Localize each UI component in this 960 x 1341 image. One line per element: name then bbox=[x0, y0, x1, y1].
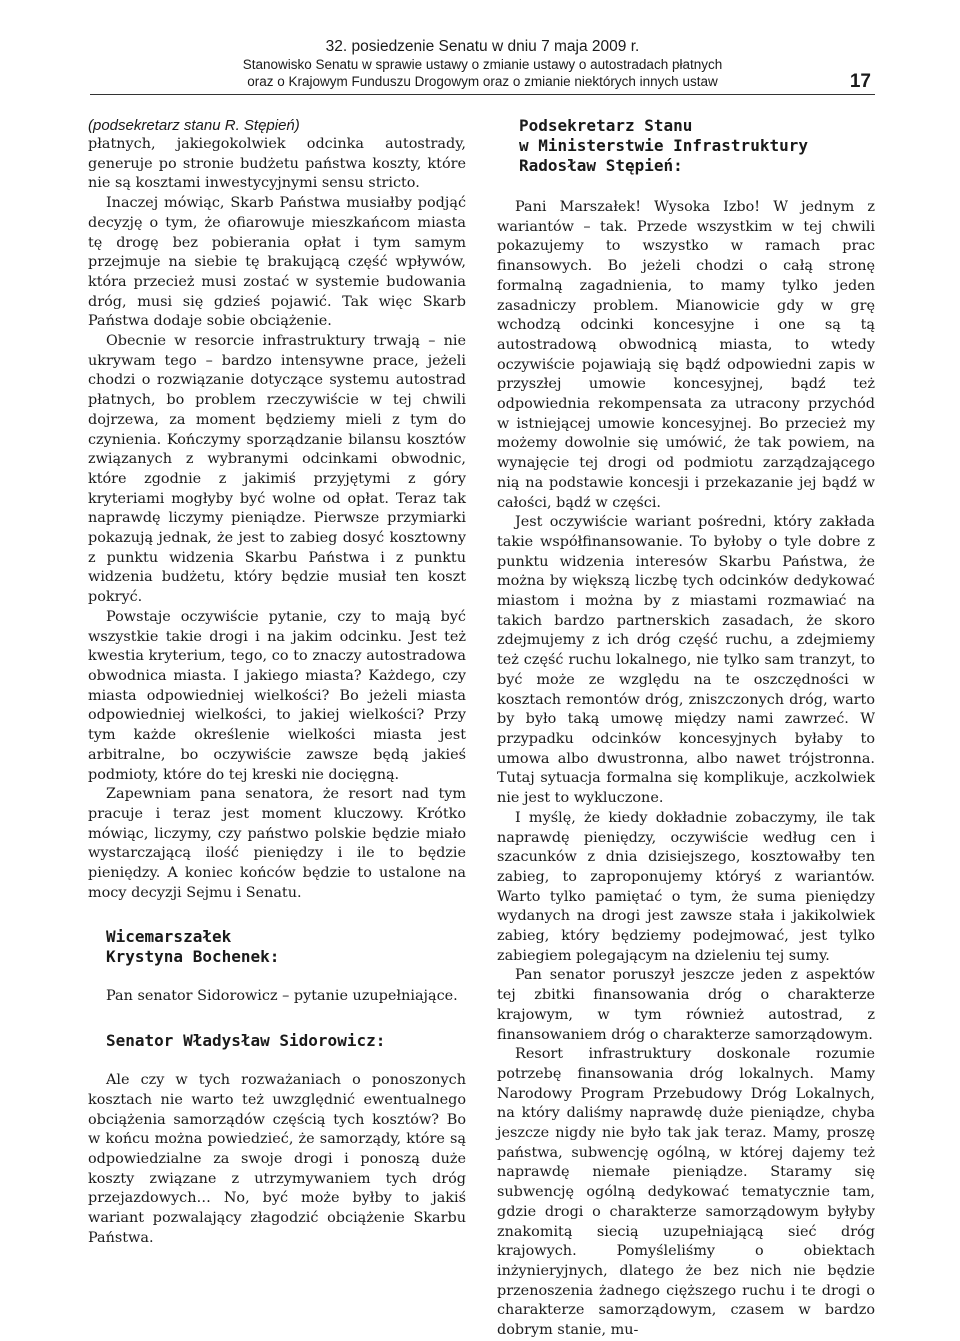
page-number: 17 bbox=[849, 71, 871, 92]
header-subtitle-line-1: Stanowisko Senatu w sprawie ustawy o zmianie ustawy o autostradach płatnych bbox=[242, 57, 723, 72]
speaker-name: Krystyna Bochenek: bbox=[106, 947, 280, 967]
speaker-name: Radosław Stępień: bbox=[519, 156, 683, 175]
left-column bbox=[88, 116, 466, 1248]
right-column bbox=[497, 116, 875, 1341]
speaker-name: Senator Władysław Sidorowicz: bbox=[106, 1031, 386, 1051]
speaker-role: Wicemarszałek bbox=[106, 927, 232, 947]
speaker-heading bbox=[106, 1031, 466, 1051]
speaker-ministry: w Ministerstwie Infrastruktury bbox=[519, 136, 808, 155]
session-title: 32. posiedzenie Senatu w dniu 7 maja 2009 r. bbox=[325, 38, 640, 55]
paragraph: I myślę, że kiedy dokładnie zobaczymy, ile tak naprawdę pieniędzy, oczywiście według cen i szacunków z dnia dzisiejszego, kosztowałby ten zabieg, to zaproponujemy któryś z wariantów. Warto tylko pamiętać o tym, że suma pieniędzy wydanych na drogi jest zawsze stała i jakikolwiek zabieg, który będziemy podejmować, jest tylko zabiegiem polegającym na dzieleniu tej sumy. bbox=[497, 809, 875, 964]
speaker-continuation-note: (podsekretarz stanu R. Stępień) bbox=[88, 117, 300, 134]
paragraph: Powstaje oczywiście pytanie, czy to mają być wszystkie takie drogi i na jakim odcinku. Jest też kwestia kryterium, tego, co to znaczy autostradowa obwodnica miasta. I jakiego miasta? Każdego, czy miasta odpowiedniej wielkości? Bo jeżeli miasta odpowiedniej wielkości, to jakiej wielkości? Przy tym każde określenie wielkości miasta jest arbitralne, bo oczywiście zawsze będą jakieś podmioty, które do tej kreski nie docięgną. bbox=[88, 608, 466, 783]
speaker-heading bbox=[519, 116, 875, 176]
paragraph: Pani Marszałek! Wysoka Izbo! W jednym z wariantów – tak. Przede wszystkim w tej chwili pokazujemy to wszystko w ramach prac finansowych. Bo jeżeli chodzi o całą stronę formalną zagadnienia, to mamy tylko jeden zasadniczy problem. Mianowicie gdy w grę wchodzą odcinki koncesyjne i one są tą autostradową obwodnicą miasta, to wtedy oczywiście pojawiają się bądź odpowiedni zapis w przyszłej umowie koncesyjnej, bądź też odpowiednia rekompensata za utracony przychód w istniejącej umowie koncesyjnej. Bo przecież my możemy dowolnie się umówić, że tak powiem, na wynajęcie tej drogi od podmiotu zarządzającego nią na podstawie koncesji i przekazanie jej bądź w całości, bądź w części. bbox=[497, 199, 875, 511]
page-header bbox=[90, 38, 875, 95]
paragraph: Jest oczywiście wariant pośredni, który zakłada takie współfinansowanie. To byłoby o tyle dobre z punktu widzenia interesów Skarbu Państwa, że można by większą liczbę tych odcinków dedykować miastom i można by z miastami rozmawiać na takich bardzo partnerskich zasadach, że skoro zdejmujemy z ich dróg część ruchu, a zdejmiemy też część ruchu lokalnego, nie tylko sam tranzyt, to być może ze względu na te oszczędności w kosztach remontów dróg, zniszczonych dróg, warto by było taką umowę między nami zawrzeć. W przypadku odcinków koncesyjnych byłaby to umowa albo dwustronna, albo nawet trójstronna. Tutaj sytuacja formalna się komplikuje, aczkolwiek nie jest to wykluczone. bbox=[497, 514, 875, 807]
header-subtitle-line-2: oraz o Krajowym Funduszu Drogowym oraz o zmianie niektórych innych ustaw bbox=[247, 74, 718, 89]
paragraph: Pan senator Sidorowicz – pytanie uzupełniające. bbox=[106, 988, 458, 1005]
paragraph: Zapewniam pana senatora, że resort nad tym pracuje i teraz jest moment kluczowy. Krótko mówiąc, liczymy, czy państwo polskie będzie miało wystarczającą ilość pieniędzy i ile to będzie pieniędzy. A koniec końców będzie to ustalone na mocy decyzji Sejmu i Senatu. bbox=[88, 786, 466, 901]
paragraph: Resort infrastruktury doskonale rozumie potrzebę finansowania dróg lokalnych. Mamy Narodowy Program Przebudowy Dróg Lokalnych, na który daliśmy naprawdę duże pieniądze, chyba jeszcze nigdy nie było tak jak teraz. Mamy, proszę państwa, subwencję ogólną, w której dajemy też naprawdę niemałe pieniądze. Staramy się subwencję ogólną dedykować tematycznie tam, gdzie drogi o charakterze samorządowym byłyby znakomitą siecią uzupełniającą sieć dróg krajowych. Pomyśleliśmy o obiektach inżynieryjnych, dlatego że bez nich nie będzie przenoszenia żadnego cięższego ruchu i te drogi o charakterze samorządowym, czasem w bardzo dobrym stanie, mu- bbox=[497, 1046, 875, 1339]
paragraph: Pan senator poruszył jeszcze jeden z aspektów tej zbitki finansowania dróg o charakterze krajowym, w tym również autostrad, z finansowaniem dróg o charakterze samorządowym. bbox=[497, 967, 875, 1043]
speaker-role: Podsekretarz Stanu bbox=[519, 116, 693, 135]
paragraph: Ale czy w tych rozważaniach o ponoszonych kosztach nie warto też uwzględnić ewentualnego obciążenia samorządów częścią tych kosztów? Bo w końcu można powiedzieć, że samorządy, które są odpowiedzialne za swoje drogi i ponoszą duże koszty związane z utrzymywaniem tych dróg przejazdowych… No, być może byłby to jakiś wariant pozwalający złagodzić obciążenie Skarbu Państwa. bbox=[88, 1072, 466, 1246]
paragraph: Inaczej mówiąc, Skarb Państwa musiałby podjąć decyzję o tym, że ofiarowuje mieszkańcom miasta tę drogę bez pobierania opłat i tym samym przejmuje na siebie tę brakującą część wpływów, która przecież musi zostać w systemie budowania dróg, musi się gdzieś pojawić. Tak więc Skarb Państwa dodaje sobie obciążenie. bbox=[88, 195, 466, 330]
speaker-heading bbox=[106, 927, 466, 967]
paragraph: płatnych, jakiegokolwiek odcinka autostrady, generuje po stronie budżetu państwa koszty, które nie są kosztami inwestycyjnymi sensu stricto. bbox=[88, 136, 466, 192]
paragraph: Obecnie w resorcie infrastruktury trwają – nie ukrywam tego – bardzo intensywne prace, jeżeli chodzi o rozwiązanie dotyczące systemu autostrad płatnych, bo problem rzeczywiście w tej chwili dojrzewa, za moment będziemy mieli z tym do czynienia. Kończymy sporządzanie bilansu kosztów związanych z wybranymi odcinkami obwodnic, które zgodnie z jakimiś przyjętymi z góry kryteriami mogłyby być wolne od opłat. Teraz tak naprawdę liczymy pieniądze. Pierwsze przymiarki pokazują jednak, że jest to zabieg dosyć kosztowny z punktu widzenia Skarbu Państwa i z punktu widzenia budżetu, który będzie musiał ten koszt pokryć. bbox=[88, 333, 466, 606]
